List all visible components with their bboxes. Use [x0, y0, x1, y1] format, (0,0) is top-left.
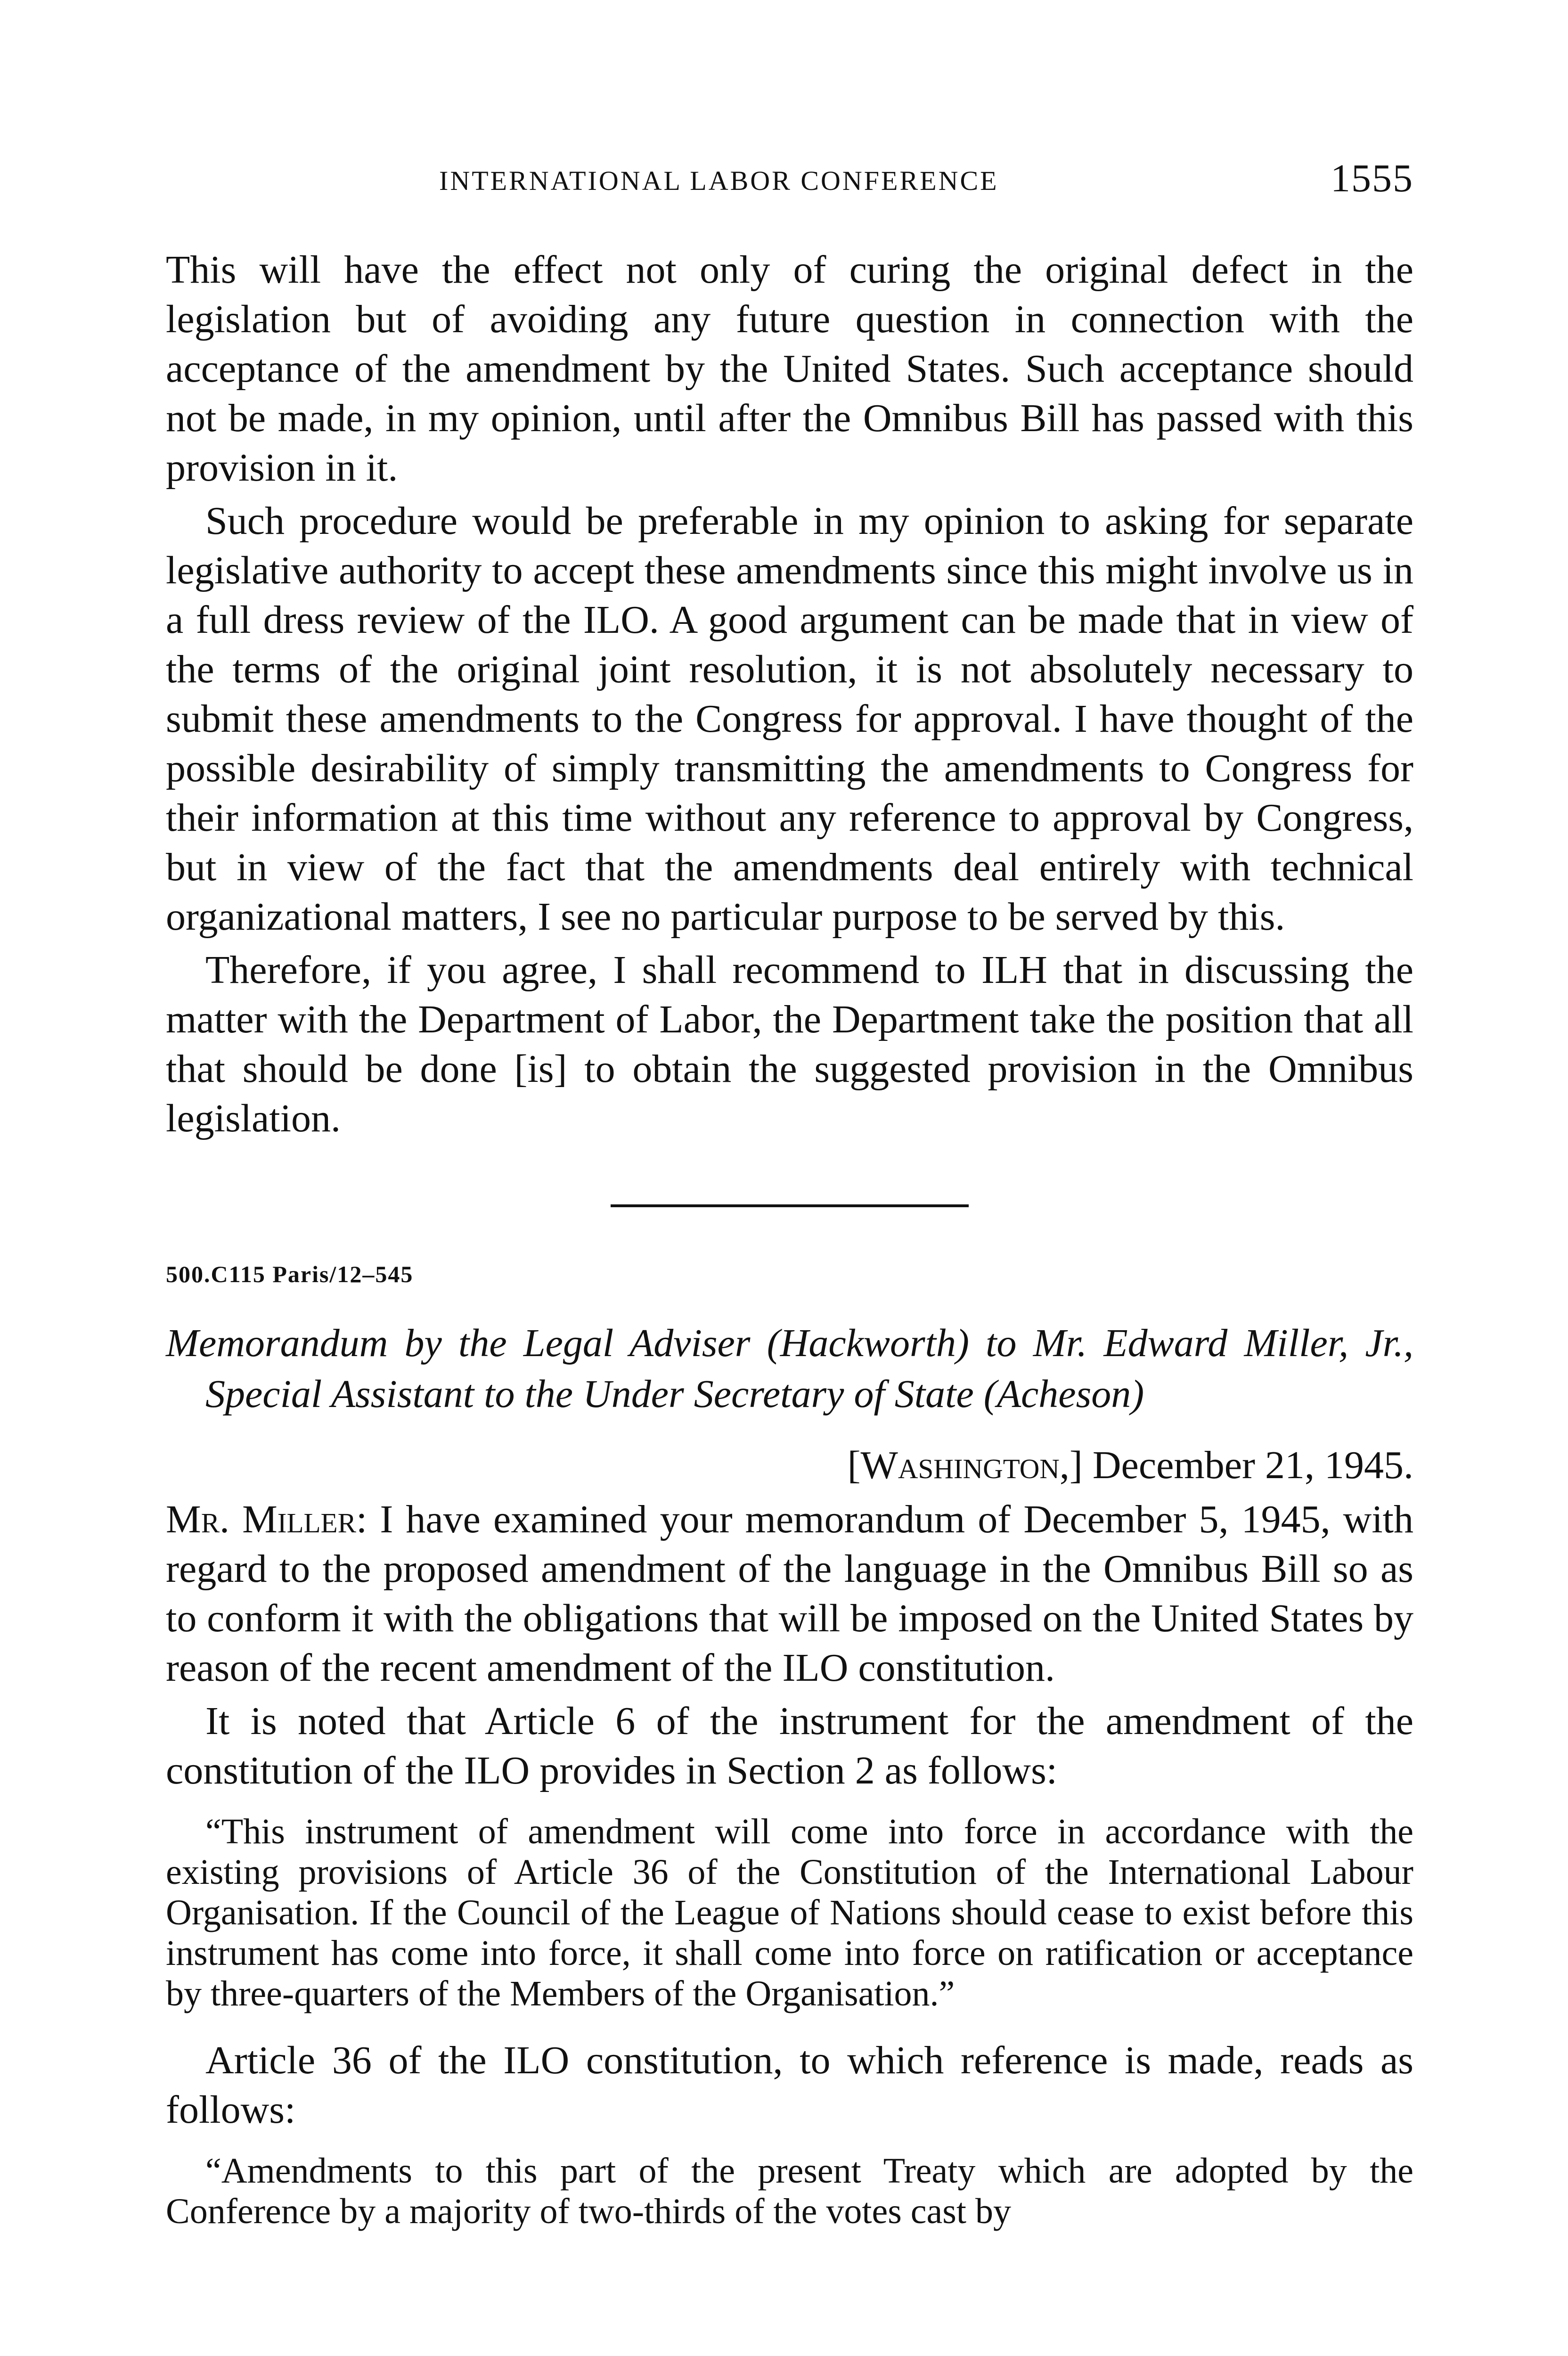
- memo-paragraph-3: Article 36 of the ILO constitution, to which reference is made, reads as follows:: [166, 2038, 1413, 2132]
- running-title: INTERNATIONAL LABOR CONFERENCE: [439, 165, 999, 196]
- document-heading: Memorandum by the Legal Adviser (Hackworth) to Mr. Edward Miller, Jr., Special Assistant to the Under Secretary of State (Acheson): [166, 1321, 1413, 1416]
- memo-paragraph-1-text: I have examined your memorandum of December 5, 1945, with regard to the proposed amendment of the language in the Omnibus Bill so as to conform it with the obligations that will be imposed on the United States by reason of the recent amendment of the ILO constitution.: [166, 1497, 1413, 1690]
- page-body: [166, 245, 1413, 2253]
- block-quote-2: “Amendments to this part of the present Treaty which are adopted by the Conference by a majority of two-thirds of the votes cast by: [166, 2151, 1413, 2231]
- salutation: Mr. Miller:: [166, 1497, 368, 1541]
- dateline: [166, 1440, 1413, 1490]
- continuation-paragraph-2: Such procedure would be preferable in my opinion to asking for separate legislative authority to accept these amendments since this might involve us in a full dress review of the ILO. A good argument can be made that in view of the terms of the original joint resolution, it is not absolutely necessary to submit these amendments to the Congress for approval. I have thought of the possible desirability of simply transmitting the amendments to Congress for their information at this time without any reference to approval by Congress, but in view of the fact that the amendments deal entirely with technical organizational matters, I see no particular purpose to be served by this.: [166, 499, 1413, 939]
- dateline-place: [Washington,]: [847, 1443, 1083, 1487]
- page-header: [166, 155, 1413, 212]
- block-quote-1: “This instrument of amendment will come into force in accordance with the existing provisions of Article 36 of the Constitution of the International Labour Organisation. If the Council of the League of Nations should cease to exist before this instrument has come into force, it shall come into force on ratification or acceptance by three-quarters of the Members of the Organisation.”: [166, 1812, 1413, 2013]
- continuation-paragraph-1: This will have the effect not only of curing the original defect in the legislation but of avoiding any future question in connection with the acceptance of the amendment by the United States. Such acceptance should not be made, in my opinion, until after the Omnibus Bill has passed with this provision in it.: [166, 248, 1413, 490]
- dateline-date: December 21, 1945.: [1092, 1443, 1413, 1487]
- memo-paragraph-2: It is noted that Article 6 of the instrument for the amendment of the constitution of the ILO provides in Section 2 as follows:: [166, 1699, 1413, 1792]
- continuation-paragraph-3: Therefore, if you agree, I shall recommend to ILH that in discussing the matter with the Department of Labor, the Department take the position that all that should be done [is] to obtain the suggested provision in the Omnibus legislation.: [166, 948, 1413, 1140]
- section-divider: [611, 1204, 969, 1207]
- file-reference: 500.C115 Paris/12–545: [166, 1261, 414, 1287]
- page-number: 1555: [1331, 156, 1413, 200]
- memo-paragraph-1: [166, 1495, 1413, 1693]
